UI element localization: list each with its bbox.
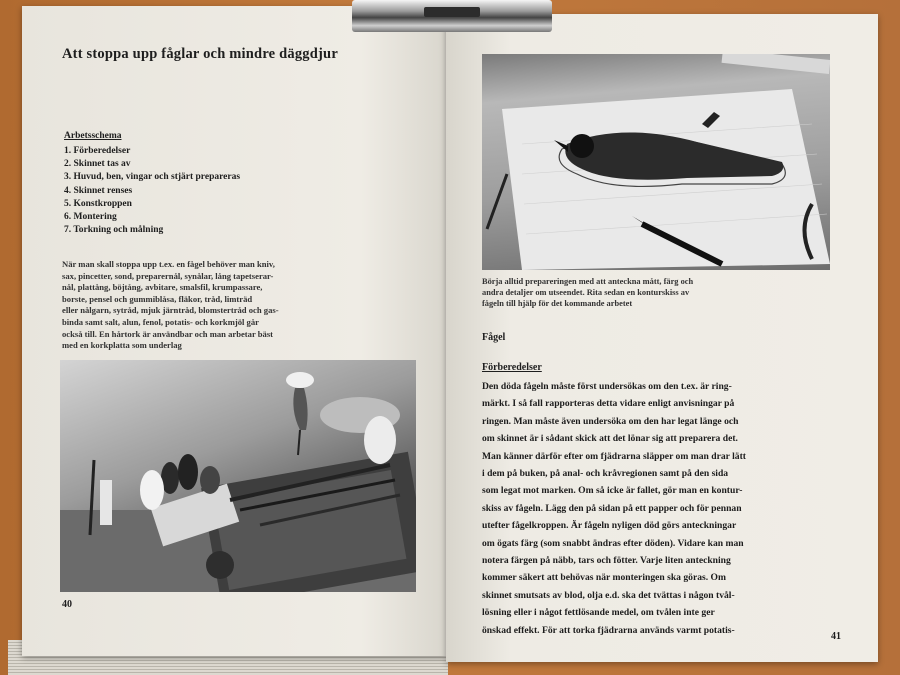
schema-item: 1. Förberedelser <box>64 146 131 156</box>
text-line: kommer säkert att behövas när monteringen ska göras. Om <box>482 572 727 584</box>
bird-photo <box>482 54 830 270</box>
text-line: borste, pensel och gummiblåsa, fläkor, tråd, limträd <box>62 293 253 304</box>
body-paragraph <box>482 378 842 639</box>
text-line: Man känner därför efter om fjädrarna släpper om man drar lätt <box>482 450 746 462</box>
text-line: som legat mot marken. Om så icke är fallet, gör man en kontur- <box>482 485 743 497</box>
text-line: med en korkplatta som underlag <box>62 340 182 351</box>
text-line: önskad effekt. För att torka fjädrarna används varmt potatis- <box>482 624 735 636</box>
text-line: andra detaljer om utseendet. Rita sedan en konturskiss av <box>482 288 690 298</box>
text-line: binda samt salt, alun, fenol, potatis- och korkmjöl går <box>62 316 259 327</box>
text-line: nål, plattång, böjtång, avbitare, smalsfil, krumpassare, <box>62 282 263 293</box>
text-line: ringen. Man måste även undersöka om den har legat länge och <box>482 415 739 427</box>
text-line: om ögats färg (som snabbt ändras efter döden). Vidare kan man <box>482 537 744 549</box>
text-line: Börja alltid prepareringen med att anteckna mått, färg och <box>482 277 694 286</box>
text-line: i dem på buken, på anal- och kråvregionen samt på den sida <box>482 468 729 480</box>
schema-item: 6. Montering <box>64 212 117 223</box>
text-line: eller nålgarn, sytråd, mjuk järntråd, blomstertråd och gas- <box>62 305 279 316</box>
text-line: om skinnet är i sådant skick att det lönar sig att preparera det. <box>482 433 738 445</box>
schema-item: 7. Torkning och målning <box>64 225 164 236</box>
schema-item: 3. Huvud, ben, vingar och stjärt prepareras <box>64 172 241 183</box>
text-line: märkt. I så fall rapporteras detta vidare enligt anvisningar på <box>482 398 735 410</box>
bird-photo-illustration <box>482 54 830 270</box>
schema-item: 2. Skinnet tas av <box>64 159 131 170</box>
page-title: Att stoppa upp fåglar och mindre däggdjur <box>62 46 338 62</box>
text-line: också till. En hårtork är användbar och man arbetar bäst <box>62 328 274 339</box>
text-line: fågeln till hjälp för det kommande arbetet <box>482 299 633 309</box>
page-number: 40 <box>62 599 72 610</box>
text-line: skiss av fågeln. Lägg den på sidan på ett papper och för pennan <box>482 502 742 514</box>
schema-list <box>64 145 240 237</box>
text-line: utefter fågelkroppen. Är fågeln nyligen död görs anteckningar <box>482 520 737 532</box>
schema-item: 5. Konstkroppen <box>64 198 132 209</box>
text-line: lösning eller i något fettlösande medel, om tvålen inte ger <box>482 607 715 619</box>
text-line: När man skall stoppa upp t.ex. en fågel behöver man kniv, <box>62 259 275 269</box>
binder-clip <box>352 0 552 32</box>
left-page <box>22 6 446 656</box>
section-title: Fågel <box>482 332 506 343</box>
right-page <box>446 14 878 662</box>
tools-photo <box>60 360 416 592</box>
text-line: skinnet smutsats av blod, olja e.d. ska det tvättas i någon tvål- <box>482 589 735 601</box>
sub-heading: Förberedelser <box>482 362 542 373</box>
schema-item: 4. Skinnet renses <box>64 185 133 196</box>
schema-heading: Arbetsschema <box>64 131 122 141</box>
text-line: sax, pincetter, sond, preparernål, synålar, lång tapetserar- <box>62 270 274 281</box>
binder-clip-tab <box>424 7 480 17</box>
page-number: 41 <box>831 631 841 642</box>
text-line: notera färgen på näbb, tars och fötter. Varje liten anteckning <box>482 555 731 567</box>
photo-caption <box>482 276 838 310</box>
tools-photo-illustration <box>60 360 416 592</box>
text-line: Den döda fågeln måste först undersökas om den t.ex. är ring- <box>482 381 732 392</box>
intro-paragraph <box>62 259 412 352</box>
